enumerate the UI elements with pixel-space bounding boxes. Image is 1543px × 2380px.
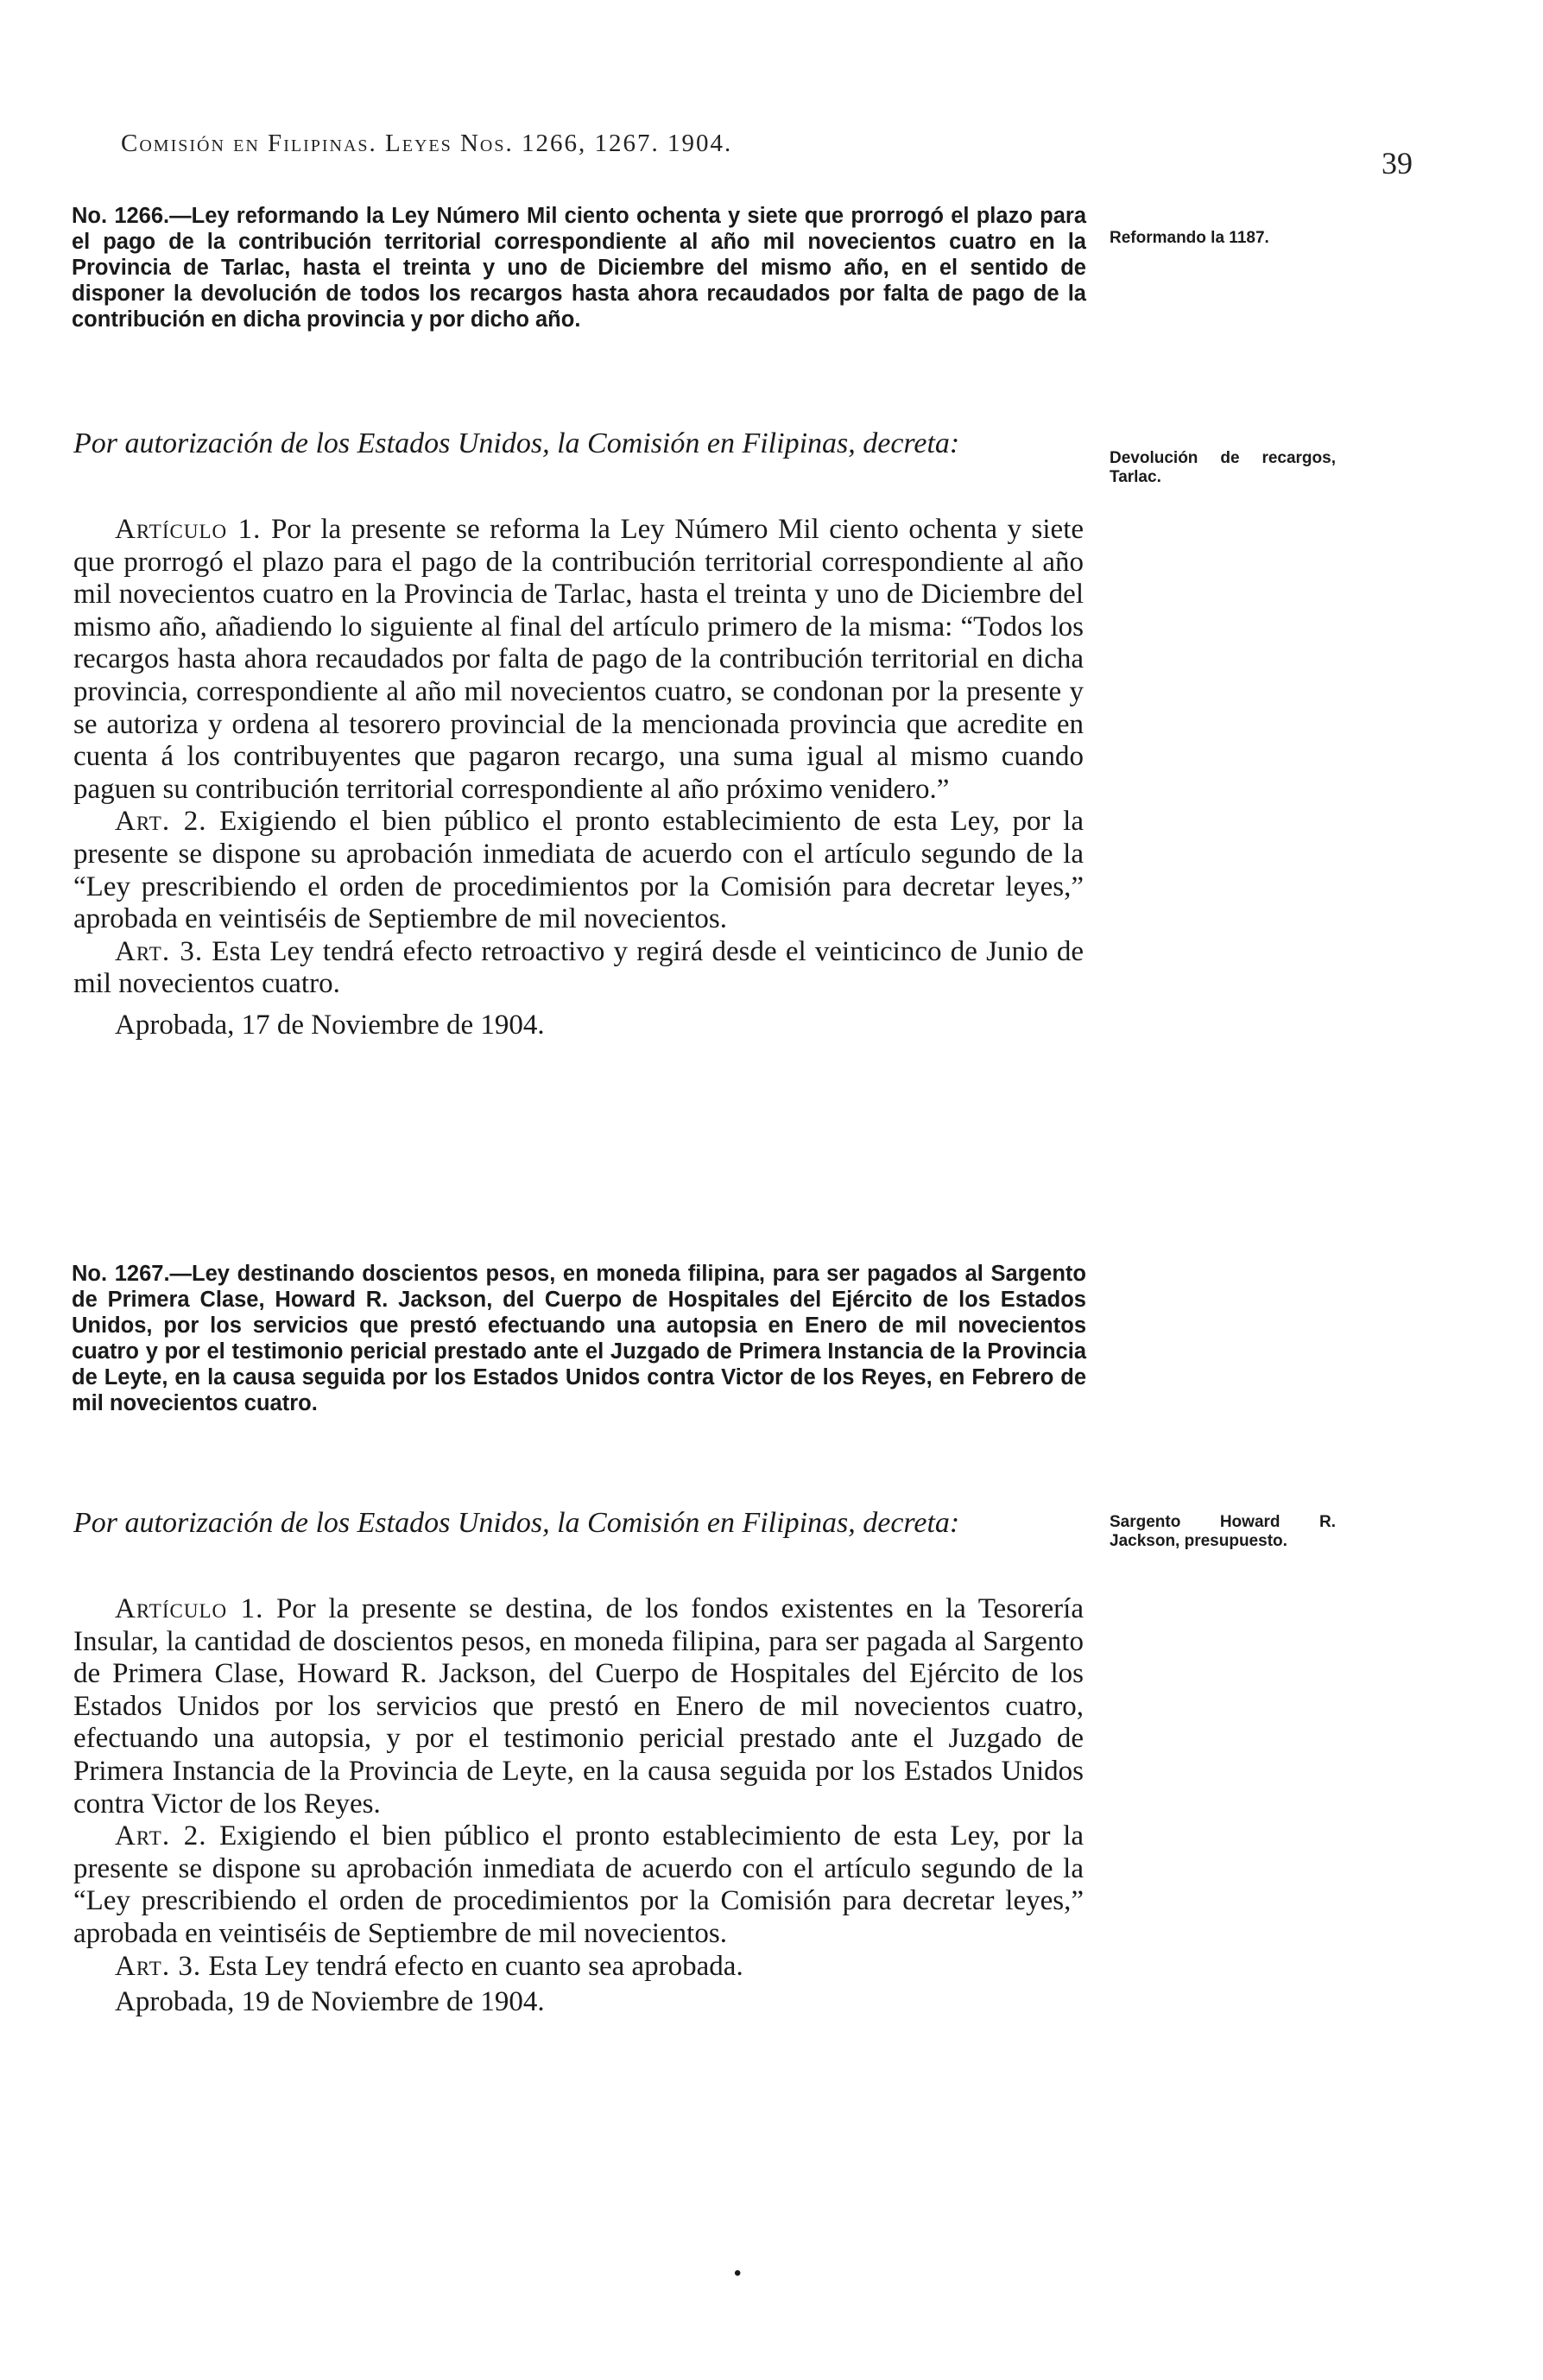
act-1267-side-note-authority: Sargento Howard R. Jackson, presupuesto.	[1110, 1513, 1336, 1550]
article-label: Artículo 1.	[115, 514, 262, 545]
article-1267-1	[73, 1593, 1084, 1820]
running-header: Comisión en Filipinas. Leyes Nos. 1266, 1267. 1904.	[121, 130, 733, 157]
article-text: Por la presente se destina, de los fondos existentes en la Tesorería Insular, la cantidad de doscientos pesos, en moneda filipina, para ser pagada al Sargento de Primera Clase, Howard R. Jackson, del Cuerpo de Hospitales del Ejército de los Estados Unidos por los servicios que prestó en Enero de mil novecientos cuatro, efectuando una autopsia, y por el testimonio pericial prestado ante el Juzgado de Primera Instancia de la Provincia de Leyte, en la causa seguida por los Estados Unidos contra Victor de los Reyes.	[73, 1593, 1084, 1820]
article-text: Esta Ley tendrá efecto en cuanto sea aprobada.	[201, 1950, 743, 1982]
act-1267-body	[73, 1593, 1084, 2019]
article-text: Esta Ley tendrá efecto retroactivo y regirá desde el veinticinco de Junio de mil novecientos cuatro.	[73, 935, 1084, 1000]
article-1266-2	[73, 806, 1084, 935]
article-label: Artículo 1.	[115, 1593, 264, 1624]
act-1267-heading: No. 1267.—Ley destinando doscientos pesos, en moneda filipina, para ser pagados al Sargento de Primera Clase, Howard R. Jackson, del Cuerpo de Hospitales del Ejército de los Estados Unidos, por los servicios que prestó efectuando una autopsia en Enero de mil novecientos cuatro y por el testimonio pericial prestado ante el Juzgado de Primera Instancia de la Provincia de Leyte, en la causa seguida por los Estados Unidos contra Victor de los Reyes, en Febrero de mil novecientos cuatro.	[72, 1262, 1086, 1415]
act-1266-side-note-authority: Devolución de recargos, Tarlac.	[1110, 449, 1336, 486]
act-1267-approved: Aprobada, 19 de Noviembre de 1904.	[115, 1986, 545, 2018]
article-text: Exigiendo el bien público el pronto establecimiento de esta Ley, por la presente se dispone su aprobación inmediata de acuerdo con el artículo segundo de la “Ley prescribiendo el orden de procedimientos por la Comisión para decretar leyes,” aprobada en veintiséis de Septiembre de mil novecientos.	[73, 1820, 1084, 1949]
article-label: Art. 2.	[115, 806, 207, 838]
act-1266-heading: No. 1266.—Ley reformando la Ley Número Mil ciento ochenta y siete que prorrogó el plazo para el pago de la contribución territorial correspondiente al año mil novecientos cuatro en la Provincia de Tarlac, hasta el treinta y uno de Diciembre del mismo año, en el sentido de disponer la devolución de todos los recargos hasta ahora recaudados por falta de pago de la contribución en dicha provincia y por dicho año.	[72, 204, 1086, 332]
page-number: 39	[1382, 146, 1413, 180]
act-1266-authority: Por autorización de los Estados Unidos, la Comisión en Filipinas, decreta:	[73, 427, 960, 459]
article-1266-3	[73, 936, 1084, 1001]
article-text: Exigiendo el bien público el pronto establecimiento de esta Ley, por la presente se dispone su aprobación inmediata de acuerdo con el artículo segundo de la “Ley prescribiendo el orden de procedimientos por la Comisión para decretar leyes,” aprobada en veintiséis de Septiembre de mil novecientos.	[73, 806, 1084, 935]
footer-mark: •	[734, 2263, 742, 2285]
article-1267-2	[73, 1820, 1084, 1950]
article-label: Art. 3.	[115, 1950, 202, 1982]
article-label: Art. 3.	[115, 935, 204, 967]
article-text: Por la presente se reforma la Ley Número Mil ciento ochenta y siete que prorrogó el plazo para el pago de la contribución territorial correspondiente al año mil novecientos cuatro en la Provincia de Tarlac, hasta el treinta y uno de Diciembre del mismo año, añadiendo lo siguiente al final del artículo primero de la misma: “Todos los recargos hasta ahora recaudados por falta de pago de la contribución territorial en dicha provincia, correspondiente al año mil novecientos cuatro, se condonan por la presente y se autoriza y ordena al tesorero provincial de la mencionada provincia que acredite en cuenta á los contribuyentes que pagaron recargo, una suma igual al mismo cuando paguen su contribución territorial correspondiente al año próximo venidero.”	[73, 514, 1085, 805]
act-1266-approved: Aprobada, 17 de Noviembre de 1904.	[115, 1009, 545, 1041]
act-1266-side-note-heading: Reformando la 1187.	[1110, 229, 1269, 247]
article-label: Art. 2.	[115, 1820, 207, 1852]
act-1267-authority: Por autorización de los Estados Unidos, la Comisión en Filipinas, decreta:	[73, 1507, 960, 1539]
article-1266-1	[73, 514, 1084, 806]
act-1266-body	[73, 514, 1084, 1042]
article-1267-3	[73, 1951, 1084, 1984]
